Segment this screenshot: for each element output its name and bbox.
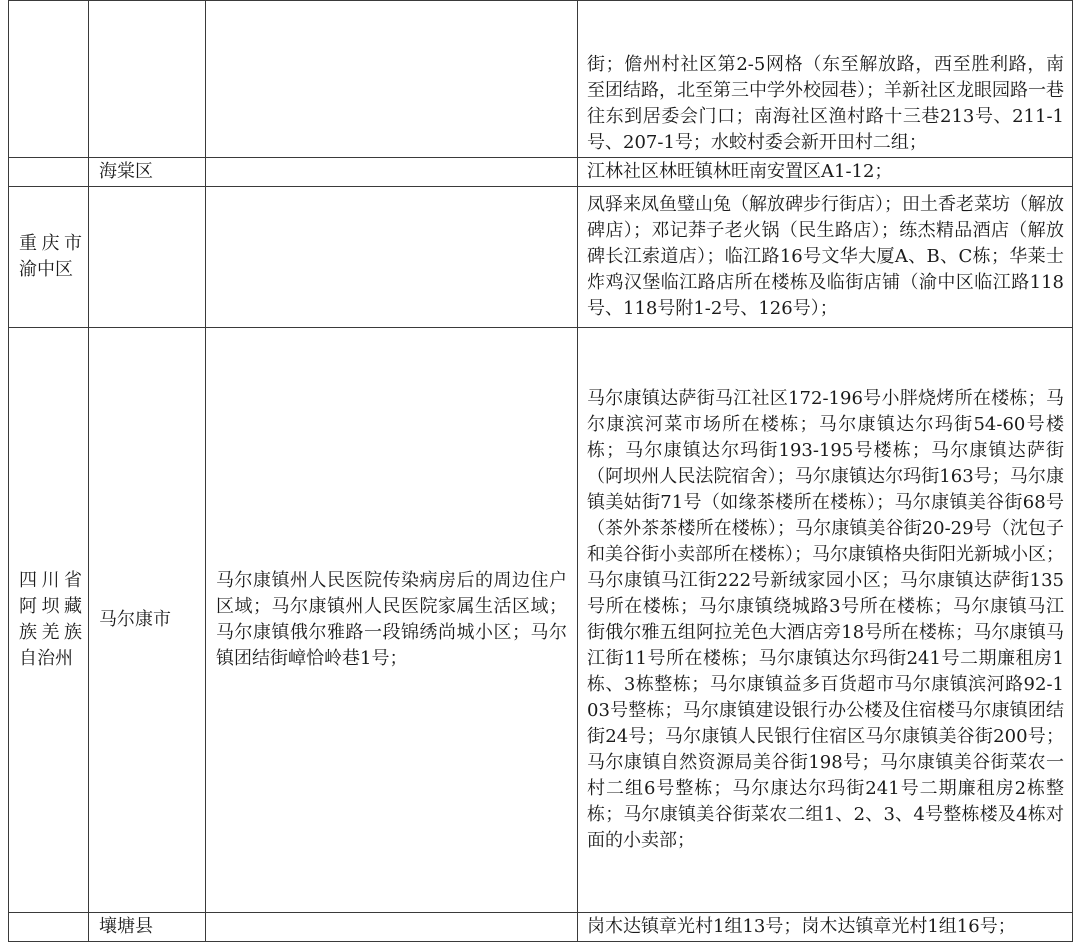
district-cell (89, 1, 206, 158)
medium-risk-cell (206, 913, 578, 942)
district-cell (89, 328, 206, 913)
region-cell (9, 913, 89, 942)
medium-risk-text: 马尔康镇州人民医院传染病房后的周边住户区域；马尔康镇州人民医院家属生活区域；马尔康镇俄尔雅路一段锦绣尚城小区；马尔镇团结街嶂恰岭巷1号； (216, 570, 567, 669)
low-risk-text: 江林社区林旺镇林旺南安置区A1-12； (587, 161, 893, 182)
table-row (9, 1, 1073, 158)
district-cell (89, 913, 206, 942)
region-text: 四川省阿坝藏族羌族自治州 (19, 570, 82, 669)
region-cell (9, 1, 89, 158)
low-risk-cell (578, 187, 1073, 328)
district-text: 马尔康市 (99, 609, 171, 630)
district-cell (89, 187, 206, 328)
district-text: 海棠区 (99, 161, 153, 182)
low-risk-text: 凤驿来凤鱼璧山兔（解放碑步行街店）；田土香老菜坊（解放碑店）；邓记莽子老火锅（民生路店）；练杰精品酒店（解放碑长江索道店）；临江路16号文华大厦A、B、C栋；华莱士炸鸡汉堡临江路店所在楼栋及临街店铺（渝中区临江路118号、118号附1-2号、126号）； (587, 194, 1064, 319)
low-risk-cell (578, 158, 1073, 187)
medium-risk-cell (206, 1, 578, 158)
table-row (9, 328, 1073, 913)
low-risk-text: 岗木达镇章光村1组13号；岗木达镇章光村1组16号； (587, 916, 1016, 937)
medium-risk-cell (206, 158, 578, 187)
region-text: 重庆市渝中区 (19, 233, 82, 280)
region-cell (9, 158, 89, 187)
medium-risk-cell (206, 187, 578, 328)
table-row (9, 187, 1073, 328)
medium-risk-cell (206, 328, 578, 913)
district-cell (89, 158, 206, 187)
risk-area-table (8, 0, 1073, 942)
low-risk-cell (578, 328, 1073, 913)
table-row (9, 158, 1073, 187)
low-risk-text: 马尔康镇达萨街马江社区172-196号小胖烧烤所在楼栋；马尔康滨河菜市场所在楼栋；马尔康镇达尔玛街54-60号楼栋；马尔康镇达尔玛街193-195号楼栋；马尔康镇达萨街（阿坝州人民法院宿舍）；马尔康镇达尔玛街163号；马尔康镇美姑街71号（如缘茶楼所在楼栋）；马尔康镇美谷街68号（茶外茶茶楼所在楼栋）；马尔康镇美谷街20-29号（沈包子和美谷街小卖部所在楼栋）；马尔康镇格央街阳光新城小区；马尔康镇马江街222号新绒家园小区；马尔康镇达萨街135号所在楼栋；马尔康镇绕城路3号所在楼栋；马尔康镇马江街俄尔雅五组阿拉羌色大酒店旁18号所在楼栋；马尔康镇马江街11号所在楼栋；马尔康镇达尔玛街241号二期廉租房1栋、3栋整栋；马尔康镇益多百货超市马尔康镇滨河路92-103号整栋；马尔康镇建设银行办公楼及住宿楼马尔康镇团结街24号；马尔康镇人民银行住宿区马尔康镇美谷街200号；马尔康镇自然资源局美谷街198号；马尔康镇美谷街菜农一村二组6号整栋；马尔康达尔玛街241号二期廉租房2栋整栋；马尔康镇美谷街菜农二组1、2、3、4号整栋楼及4栋对面的小卖部； (587, 388, 1064, 851)
region-cell (9, 187, 89, 328)
low-risk-cell (578, 1, 1073, 158)
low-risk-cell (578, 913, 1073, 942)
district-text: 壤塘县 (99, 916, 153, 937)
low-risk-text: 街；儋州村社区第2-5网格（东至解放路，西至胜利路，南至团结路，北至第三中学外校园巷）；羊新社区龙眼园路一巷往东到居委会门口；南海社区渔村路十三巷213号、211-1号、207-1号；水蛟村委会新开田村二组； (587, 54, 1064, 153)
region-cell (9, 328, 89, 913)
table-row (9, 913, 1073, 942)
